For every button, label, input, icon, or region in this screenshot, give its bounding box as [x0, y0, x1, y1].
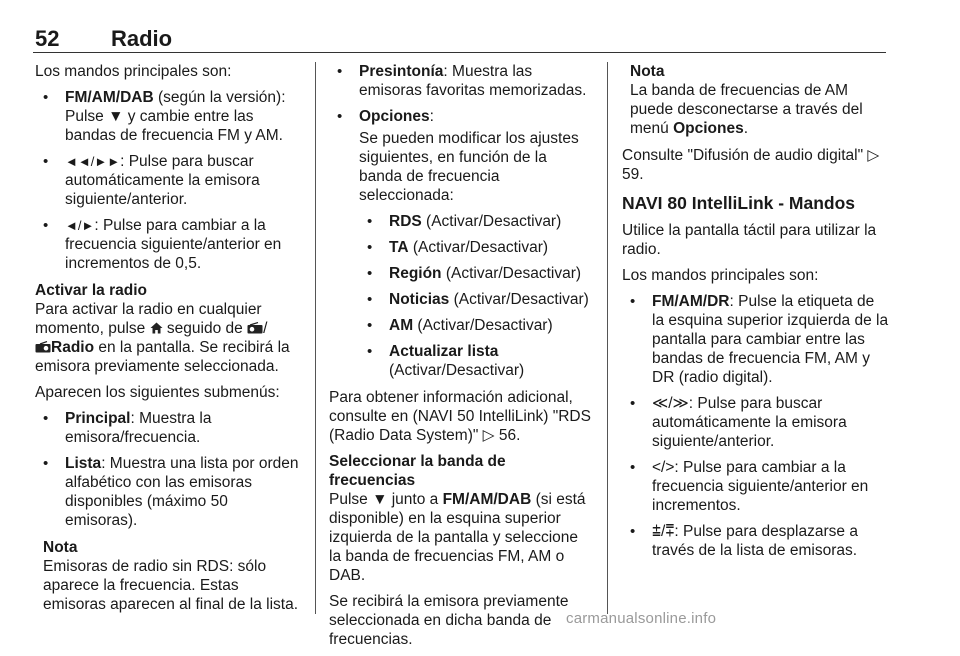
item-text: (Activar/Desactivar)	[421, 213, 562, 230]
options-list	[329, 212, 593, 380]
list-item	[35, 454, 303, 530]
column-2	[329, 62, 593, 656]
controls-intro: Los mandos principales son:	[622, 267, 819, 284]
dab-reference: Consulte "Difusión de audio digital" ▷ 59.	[622, 147, 880, 183]
note-text: La banda de frecuencias de AM puede desconectarse a través del menú	[630, 82, 863, 137]
term: Lista	[65, 455, 102, 472]
band-text	[329, 490, 593, 585]
band-heading: Seleccionar la banda de frecuencias	[329, 453, 506, 489]
term: Actualizar lista	[389, 343, 499, 360]
step-icon: </>	[652, 459, 675, 476]
list-item	[359, 238, 593, 257]
item-text: : Pulse para cambiar a la frecuencia siguiente/anterior en incrementos de 0,5.	[65, 217, 282, 272]
term: TA	[389, 239, 409, 256]
text: seguido de	[162, 320, 248, 337]
item-text: (Activar/Desactivar)	[413, 317, 553, 334]
list-item	[359, 264, 593, 283]
note	[630, 62, 890, 138]
list-item	[622, 394, 890, 451]
list-item	[329, 62, 593, 100]
column-1	[35, 62, 303, 622]
term: Opciones	[673, 120, 744, 137]
radio-icon	[35, 341, 51, 353]
term: Presintonía	[359, 63, 444, 80]
note-label: Nota	[43, 539, 78, 556]
item-text: (Activar/Desactivar)	[441, 265, 582, 282]
seek-icon: ◄◄/►►	[65, 154, 121, 169]
note	[43, 538, 303, 614]
list-item	[622, 292, 890, 387]
list-item	[359, 316, 593, 335]
item-text: : Pulse para cambiar a la frecuencia siguiente/anterior en incrementos.	[652, 459, 869, 514]
list-item	[329, 107, 593, 126]
term: Noticias	[389, 291, 450, 308]
text: en la pantalla. Se recibirá la emisora previamente seleccionada.	[35, 339, 290, 375]
item-text: (Activar/Desactivar)	[449, 291, 589, 308]
item-text: (Activar/Desactivar)	[408, 239, 549, 256]
activate-text: Para activar la radio en cualquier momento, pulse seguido de / Radio en la pantalla. Se recibirá la emisora previamente seleccionada.	[35, 301, 290, 375]
activate-heading: Activar la radio	[35, 282, 147, 299]
controls-list	[35, 88, 303, 273]
scroll-icon: ⩲/⩱	[652, 523, 675, 540]
watermark: carmanualsonline.info	[566, 610, 717, 627]
term: FM/AM/DAB	[65, 89, 154, 106]
text: .	[743, 120, 749, 137]
column-3	[622, 62, 890, 568]
submenus-list-continued	[329, 62, 593, 126]
band-result-text: Se recibirá la emisora previamente seleccionada en dicha banda de frecuencias.	[329, 593, 569, 648]
item-text: : Muestra una lista por orden alfabético con las emisoras disponibles (máximo 50 emisoras).	[65, 455, 299, 529]
note-label: Nota	[630, 63, 665, 80]
submenus-list	[35, 409, 303, 530]
page-number: 52	[35, 26, 60, 51]
list-item	[35, 152, 303, 209]
term: Opciones	[359, 108, 430, 125]
column-divider	[607, 62, 608, 614]
column-divider	[315, 62, 316, 614]
item-text: : Pulse para buscar automáticamente la emisora siguiente/anterior.	[652, 395, 847, 450]
term: Región	[389, 265, 442, 282]
item-text: (según la versión): Pulse ▼ y cambie entre las bandas de frecuencia FM y AM.	[65, 89, 286, 144]
section-title: Radio	[111, 26, 173, 51]
term: Radio	[51, 339, 95, 356]
page-header	[33, 24, 926, 54]
item-text: :	[429, 108, 434, 125]
list-item	[359, 290, 593, 309]
term: AM	[389, 317, 414, 334]
item-text: (Activar/Desactivar)	[389, 362, 525, 379]
list-item	[35, 88, 303, 145]
touch-text: Utilice la pantalla táctil para utilizar la radio.	[622, 222, 877, 258]
list-item	[35, 216, 303, 273]
term: FM/AM/DR	[652, 293, 730, 310]
step-icon: ◄/►	[65, 218, 95, 233]
item-text: : Pulse la etiqueta de la esquina superior izquierda de la pantalla para cambiar entre las bandas de frecuencia FM, AM y DR (radio digital).	[652, 293, 889, 386]
section-heading: NAVI 80 IntelliLink - Mandos	[622, 193, 856, 213]
item-text: : Pulse para desplazarse a través de la lista de emisoras.	[652, 523, 858, 559]
term: RDS	[389, 213, 422, 230]
list-item	[359, 212, 593, 231]
controls-list	[622, 292, 890, 560]
item-text: : Pulse para buscar automáticamente la emisora siguiente/anterior.	[65, 153, 260, 208]
seek-icon: ≪/≫	[652, 395, 689, 412]
note-text: Emisoras de radio sin RDS: sólo aparece la frecuencia. Estas emisoras aparecen al final de la lista.	[43, 558, 299, 613]
more-info-text: Para obtener información adicional, consulte en (NAVI 50 IntelliLink) "RDS (Radio Data System)" ▷ 56.	[329, 389, 591, 444]
text: (si está disponible) en la esquina superior izquierda de la pantalla y seleccione la banda de frecuencias FM, AM o DAB.	[329, 491, 586, 584]
options-description: Se pueden modificar los ajustes siguientes, en función de la banda de frecuencia seleccionada:	[359, 130, 579, 204]
list-item	[359, 342, 593, 380]
text: Pulse ▼ junto a	[329, 491, 443, 508]
text: Para activar la radio en cualquier momento, pulse	[35, 301, 262, 337]
list-item	[622, 522, 890, 560]
item-text: : Muestra las emisoras favoritas memorizadas.	[359, 63, 587, 99]
term: Principal	[65, 410, 131, 427]
item-text: : Muestra la emisora/frecuencia.	[65, 410, 212, 446]
list-item	[35, 409, 303, 447]
home-icon	[150, 322, 163, 334]
header-rule	[33, 52, 886, 53]
radio-icon	[247, 322, 263, 334]
list-item	[622, 458, 890, 515]
term: FM/AM/DAB	[442, 491, 532, 508]
controls-intro: Los mandos principales son:	[35, 63, 232, 80]
submenus-intro: Aparecen los siguientes submenús:	[35, 384, 280, 401]
